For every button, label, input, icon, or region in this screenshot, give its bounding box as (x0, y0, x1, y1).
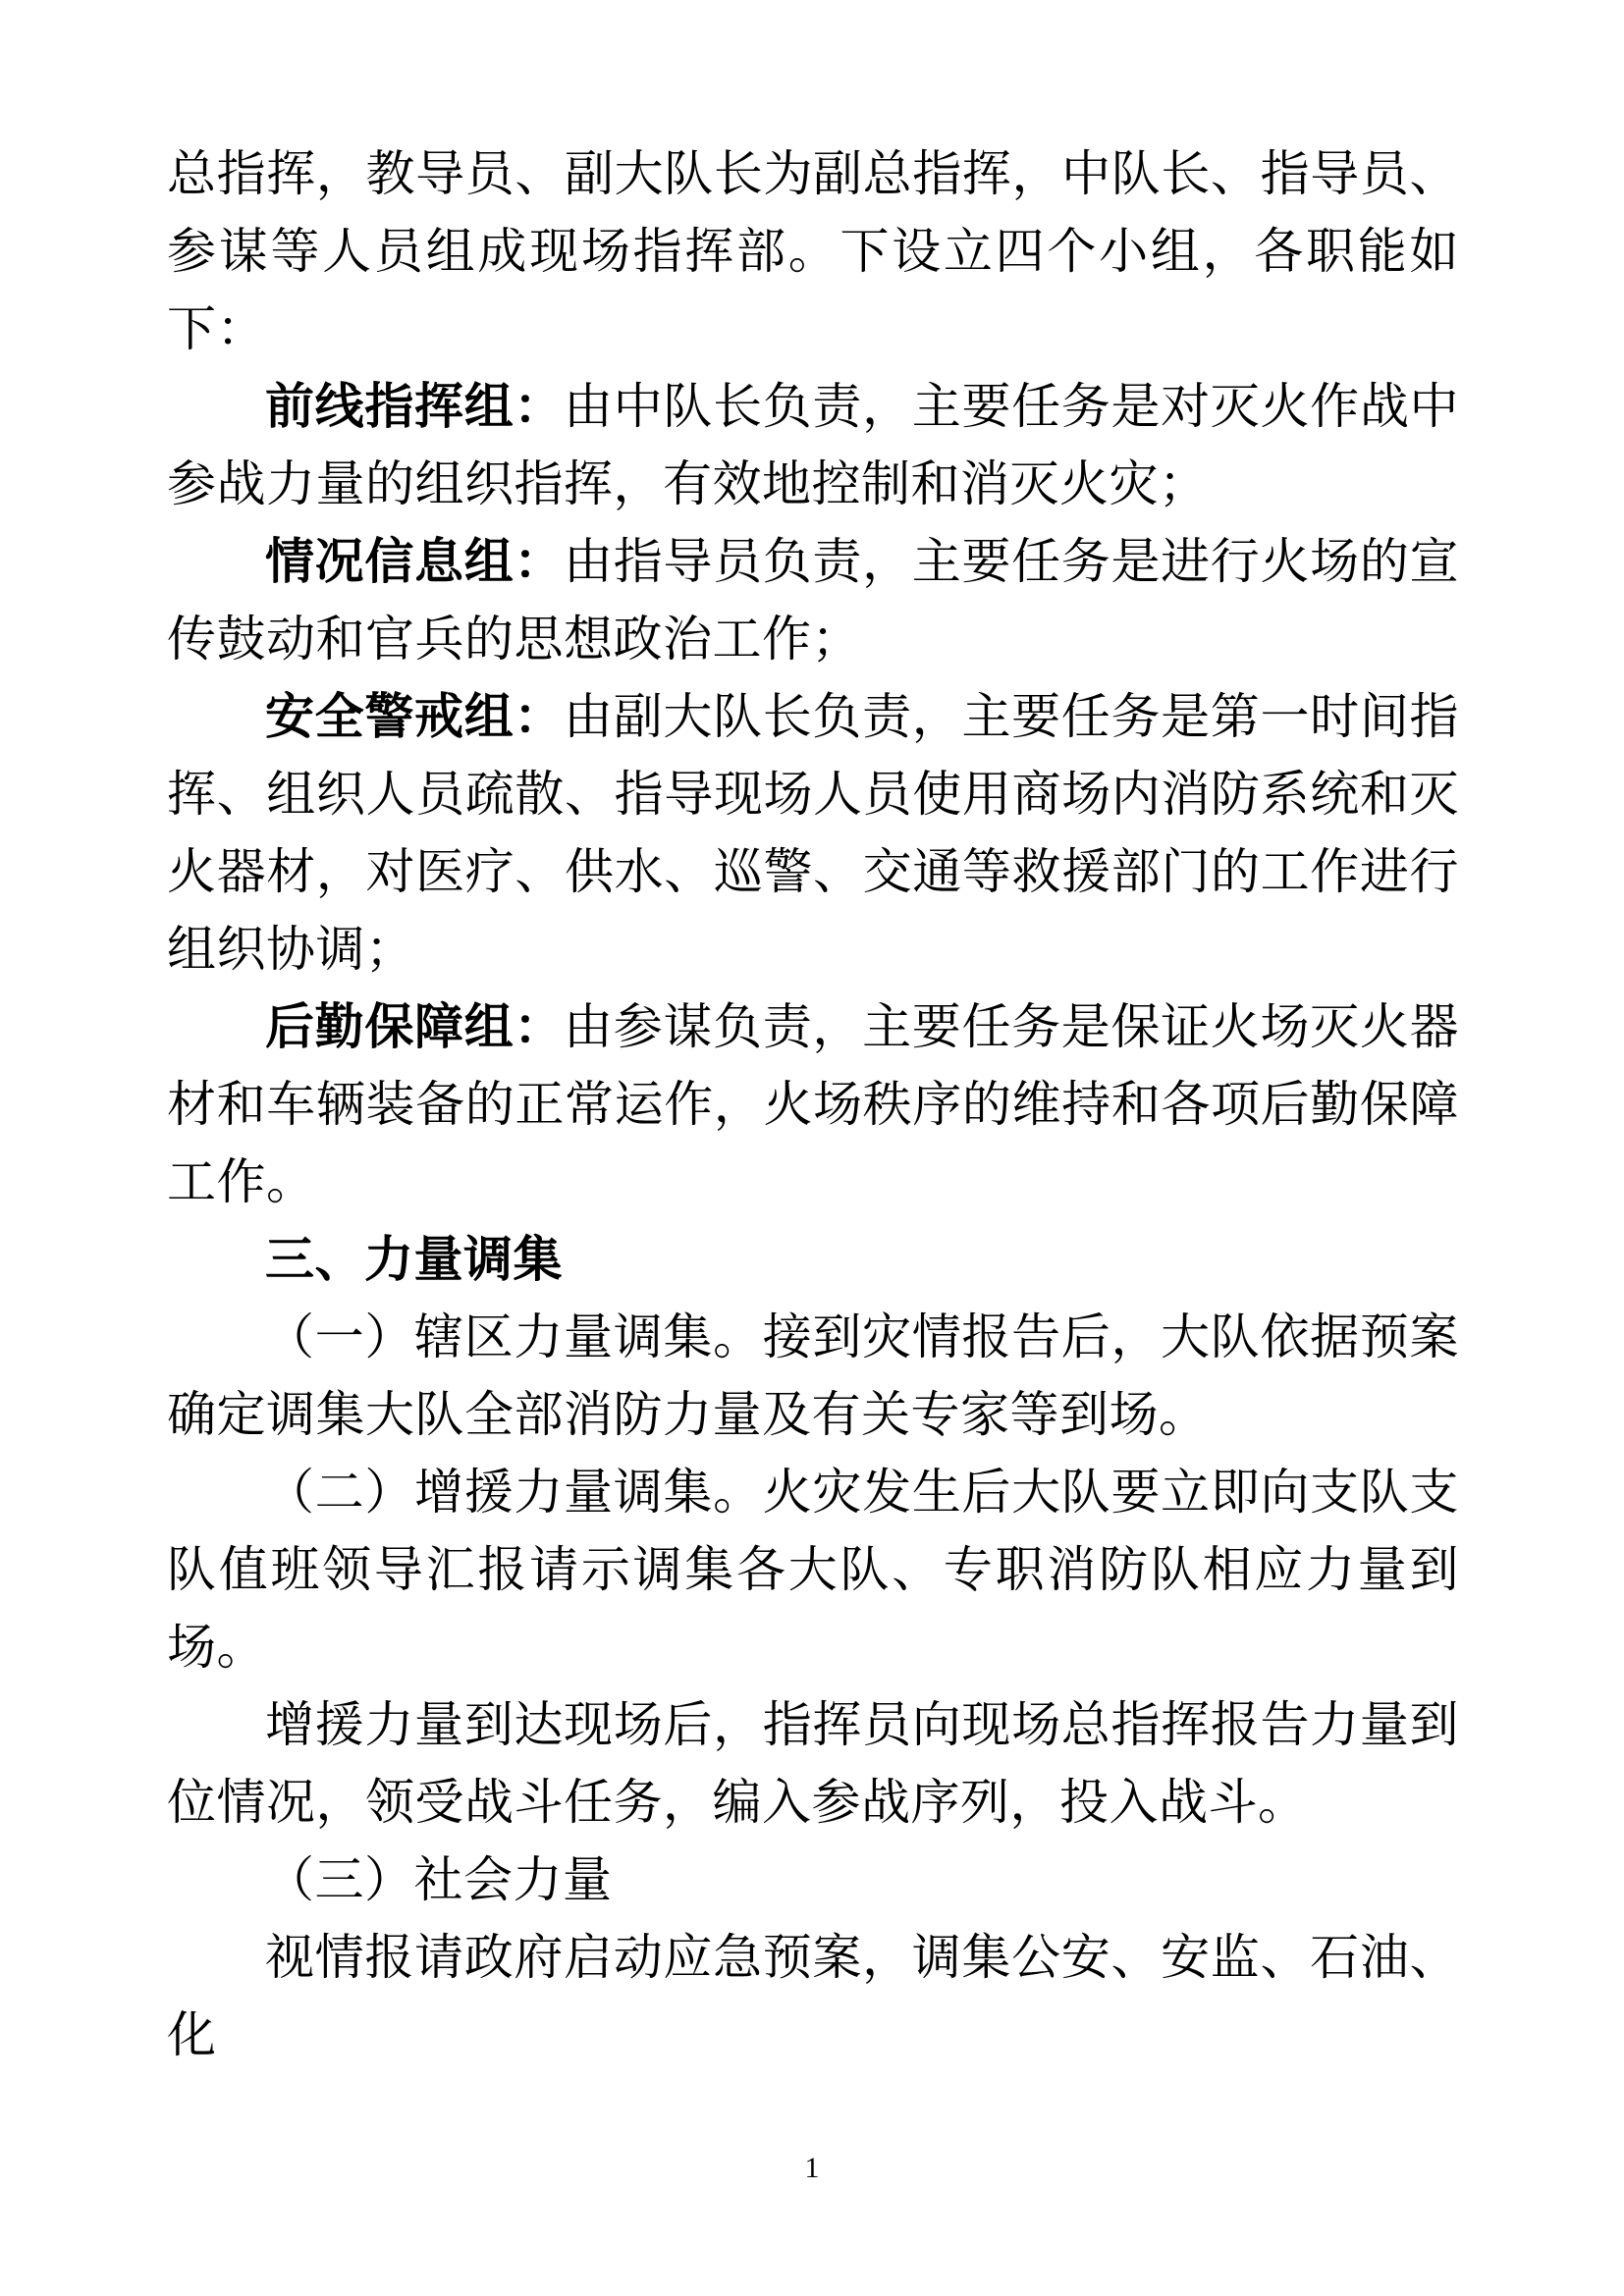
paragraph-text: 总指挥，教导员、副大队长为副总指挥，中队长、指导员、参谋等人员组成现场指挥部。下设立四个小组，各职能如下： (167, 145, 1459, 357)
paragraph-text: 由副大队长负责，主要任务是第一时间指挥、组织人员疏散、指导现场人员使用商场内消防系统和灭火器材，对医疗、供水、巡警、交通等救援部门的工作进行组织协调； (167, 688, 1460, 978)
document-body (167, 135, 1459, 2074)
paragraph (167, 523, 1459, 678)
paragraph-lead: 安全警戒组： (265, 688, 565, 745)
paragraph-lead: 情况信息组： (265, 533, 565, 590)
paragraph (167, 1454, 1459, 1686)
paragraph-text: 增援力量到达现场后，指挥员向现场总指挥报告力量到位情况，领受战斗任务，编入参战序列，投入战斗。 (167, 1696, 1459, 1831)
section-heading (167, 1221, 1459, 1299)
paragraph (167, 988, 1459, 1221)
paragraph (167, 1686, 1459, 1842)
paragraph-lead: 前线指挥组： (265, 378, 565, 435)
paragraph (167, 135, 1459, 368)
paragraph (167, 678, 1459, 988)
paragraph-text: （一）辖区力量调集。接到灾情报告后，大队依据预案确定调集大队全部消防力量及有关专家等到场。 (167, 1308, 1459, 1443)
paragraph (167, 1299, 1459, 1454)
paragraph-lead: 后勤保障组： (265, 998, 565, 1055)
section-heading-text: 三、力量调集 (265, 1231, 563, 1288)
paragraph-text: 由中队长负责，主要任务是对灭火作战中参战力量的组织指挥，有效地控制和消灭火灾； (167, 378, 1460, 512)
paragraph (167, 1842, 1459, 1919)
paragraph (167, 1919, 1459, 2074)
paragraph-text: 由指导员负责，主要任务是进行火场的宣传鼓动和官兵的思想政治工作； (167, 533, 1460, 667)
paragraph-text: 视情报请政府启动应急预案，调集公安、安监、石油、化 (167, 1929, 1459, 2063)
paragraph-text: 由参谋负责，主要任务是保证火场灭火器材和车辆装备的正常运作，火场秩序的维持和各项后勤保障工作。 (167, 998, 1460, 1210)
paragraph (167, 368, 1459, 523)
page-number: 1 (804, 2152, 820, 2184)
paragraph-text: （二）增援力量调集。火灾发生后大队要立即向支队支队值班领导汇报请示调集各大队、专职消防队相应力量到场。 (167, 1464, 1459, 1676)
paragraph-text: （三）社会力量 (265, 1851, 613, 1908)
